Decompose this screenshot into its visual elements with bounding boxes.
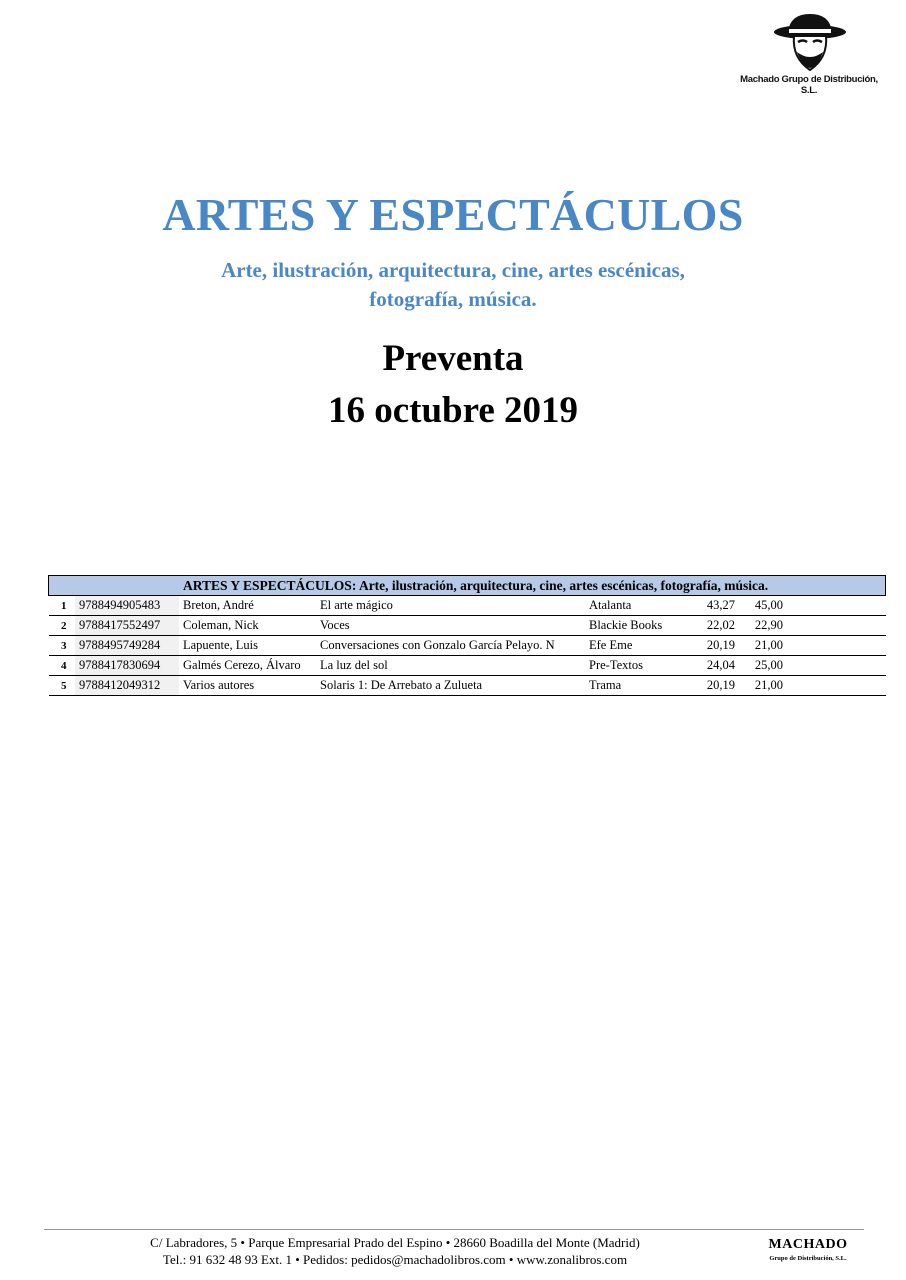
subtitle-line-2: fotografía, música. — [369, 287, 537, 311]
table-row — [49, 616, 886, 636]
subtitle-line-1: Arte, ilustración, arquitectura, cine, artes escénicas, — [221, 258, 685, 282]
publisher-cell: Efe Eme — [585, 636, 689, 656]
footer-brand: MACHADO — [768, 1237, 848, 1252]
author-cell: Coleman, Nick — [179, 616, 316, 636]
title-cell: Solaris 1: De Arrebato a Zulueta — [316, 676, 585, 696]
presale-label: Preventa — [382, 338, 524, 379]
books-table — [48, 575, 886, 696]
table-row — [49, 676, 886, 696]
price-net-cell: 24,04 — [689, 656, 735, 676]
table-row — [49, 636, 886, 656]
page-subtitle — [0, 256, 906, 314]
row-number: 3 — [49, 636, 76, 656]
publisher-cell: Blackie Books — [585, 616, 689, 636]
price-pvp-cell: 21,00 — [735, 636, 783, 656]
row-filler — [783, 656, 886, 676]
presale-block — [0, 333, 906, 437]
isbn-cell: 9788417830694 — [75, 656, 179, 676]
row-number: 4 — [49, 656, 76, 676]
row-filler — [783, 596, 886, 616]
price-net-cell: 43,27 — [689, 596, 735, 616]
row-number: 2 — [49, 616, 76, 636]
title-cell: Voces — [316, 616, 585, 636]
price-net-cell: 22,02 — [689, 616, 735, 636]
footer-divider — [44, 1229, 864, 1230]
price-net-cell: 20,19 — [689, 636, 735, 656]
footer-address: C/ Labradores, 5 • Parque Empresarial Prado del Espino • 28660 Boadilla del Monte (Madrid) — [150, 1235, 640, 1250]
author-cell: Varios autores — [179, 676, 316, 696]
isbn-cell: 9788495749284 — [75, 636, 179, 656]
title-cell: El arte mágico — [316, 596, 585, 616]
title-cell: La luz del sol — [316, 656, 585, 676]
title-cell: Conversaciones con Gonzalo García Pelayo. N — [316, 636, 585, 656]
isbn-cell: 9788494905483 — [75, 596, 179, 616]
table-row — [49, 656, 886, 676]
company-logo — [738, 12, 880, 94]
table-row — [49, 596, 886, 616]
page-title: ARTES Y ESPECTÁCULOS — [162, 189, 744, 240]
row-number: 5 — [49, 676, 76, 696]
price-pvp-cell: 25,00 — [735, 656, 783, 676]
isbn-cell: 9788417552497 — [75, 616, 179, 636]
publisher-cell: Pre-Textos — [585, 656, 689, 676]
publisher-cell: Atalanta — [585, 596, 689, 616]
row-filler — [783, 676, 886, 696]
table-header: ARTES Y ESPECTÁCULOS: Arte, ilustración, arquitectura, cine, artes escénicas, fotografía, música. — [179, 576, 886, 596]
table-header-row — [49, 576, 886, 596]
publisher-cell: Trama — [585, 676, 689, 696]
price-pvp-cell: 21,00 — [735, 676, 783, 696]
footer-brand-sub: Grupo de Distribución, S.L. — [769, 1255, 847, 1262]
price-pvp-cell: 22,90 — [735, 616, 783, 636]
row-filler — [783, 616, 886, 636]
author-cell: Breton, André — [179, 596, 316, 616]
row-filler — [783, 636, 886, 656]
author-cell: Galmés Cerezo, Álvaro — [179, 656, 316, 676]
isbn-cell: 9788412049312 — [75, 676, 179, 696]
hat-portrait-icon — [772, 12, 848, 74]
presale-date: 16 octubre 2019 — [327, 390, 579, 431]
footer-contact: Tel.: 91 632 48 93 Ext. 1 • Pedidos: pedidos@machadolibros.com • www.zonalibros.com — [162, 1252, 628, 1267]
footer-address-block — [60, 1234, 730, 1268]
price-net-cell: 20,19 — [689, 676, 735, 696]
row-number: 1 — [49, 596, 76, 616]
logo-text: Machado Grupo de Distribución, S.L. — [740, 74, 878, 96]
price-pvp-cell: 45,00 — [735, 596, 783, 616]
author-cell: Lapuente, Luis — [179, 636, 316, 656]
